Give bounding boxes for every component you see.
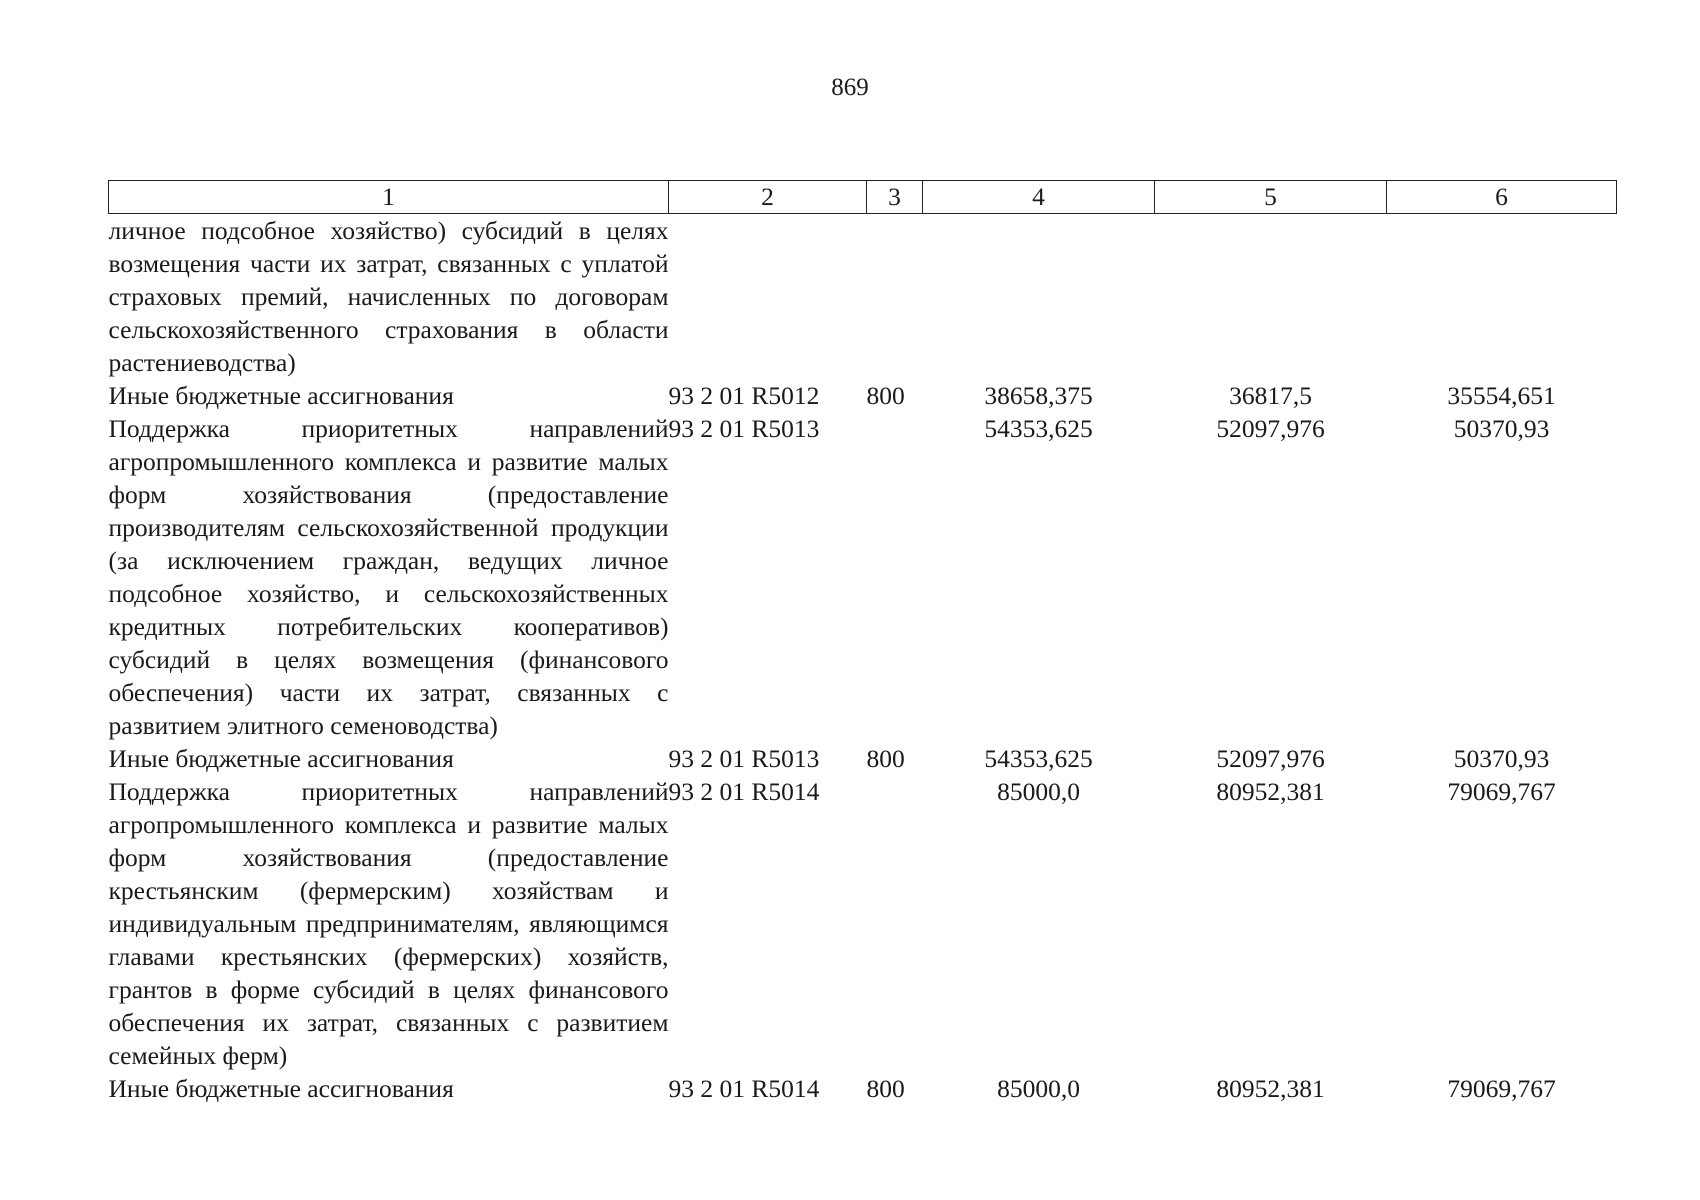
row-code: 93 2 01 R5013 (668, 414, 820, 443)
row-description: личное подсобное хозяйство) субсидий в целях возмещения части их затрат, связанных с уплатой страховых премий, начисленных по договорам сельскохозяйственного страхования в области растениеводства) (108, 216, 669, 377)
table-row (109, 1072, 1617, 1105)
column-header: 6 (1387, 181, 1617, 214)
column-header: 2 (669, 181, 867, 214)
table-row (109, 379, 1617, 412)
row-value-col6: 50370,93 (1453, 414, 1550, 443)
row-value-col4: 38658,375 (984, 381, 1093, 410)
row-expense-type: 800 (866, 744, 905, 773)
row-value-col6: 79069,767 (1447, 777, 1556, 806)
row-description: Иные бюджетные ассигнования (108, 381, 454, 410)
row-code: 93 2 01 R5014 (668, 1074, 820, 1103)
page-number: 869 (831, 74, 869, 101)
row-value-col6 (1387, 214, 1617, 380)
row-expense-type: 800 (866, 381, 905, 410)
row-value-col5: 36817,5 (1229, 381, 1312, 410)
column-header: 3 (867, 181, 923, 214)
row-code: 93 2 01 R5012 (668, 381, 820, 410)
row-value-col4: 85000,0 (997, 1074, 1080, 1103)
column-header: 5 (1155, 181, 1387, 214)
row-expense-type (867, 775, 923, 1072)
row-expense-type (867, 214, 923, 380)
row-value-col4: 54353,625 (984, 744, 1093, 773)
row-value-col5: 52097,976 (1216, 414, 1325, 443)
row-description: Иные бюджетные ассигнования (108, 1074, 454, 1103)
row-value-col6: 50370,93 (1453, 744, 1550, 773)
row-code: 93 2 01 R5014 (668, 777, 820, 806)
row-value-col5 (1155, 214, 1387, 380)
row-code: 93 2 01 R5013 (668, 744, 820, 773)
row-value-col5: 80952,381 (1216, 1074, 1325, 1103)
row-value-col6: 35554,651 (1447, 381, 1556, 410)
row-value-col4: 54353,625 (984, 414, 1093, 443)
table-row (109, 214, 1617, 380)
row-description: Поддержка приоритетных направлений агропромышленного комплекса и развитие малых форм хозяйствования (предоставление крестьянским (фермерским) хозяйствам и индивидуальным предпринимателям, являющимся главами крестьянских (фермерских) хозяйств, грантов в форме субсидий в целях финансового обеспечения их затрат, связанных с развитием семейных ферм) (108, 777, 669, 1070)
row-expense-type: 800 (866, 1074, 905, 1103)
budget-table (108, 180, 1617, 1105)
column-header: 1 (109, 181, 669, 214)
row-value-col6: 79069,767 (1447, 1074, 1556, 1103)
table-row (109, 742, 1617, 775)
row-description: Иные бюджетные ассигнования (108, 744, 454, 773)
row-value-col4 (923, 214, 1155, 380)
row-expense-type (867, 412, 923, 742)
table-header-row (109, 181, 1617, 214)
table-row (109, 775, 1617, 1072)
row-value-col5: 52097,976 (1216, 744, 1325, 773)
row-value-col4: 85000,0 (997, 777, 1080, 806)
row-description: Поддержка приоритетных направлений агропромышленного комплекса и развитие малых форм хозяйствования (предоставление производителям сельскохозяйственной продукции (за исключением граждан, ведущих личное подсобное хозяйство, и сельскохозяйственных кредитных потребительских кооперативов) субсидий в целях возмещения (финансового обеспечения) части их затрат, связанных с развитием элитного семеноводства) (108, 414, 669, 740)
row-value-col5: 80952,381 (1216, 777, 1325, 806)
table-row (109, 412, 1617, 742)
column-header: 4 (923, 181, 1155, 214)
row-code (669, 214, 867, 380)
